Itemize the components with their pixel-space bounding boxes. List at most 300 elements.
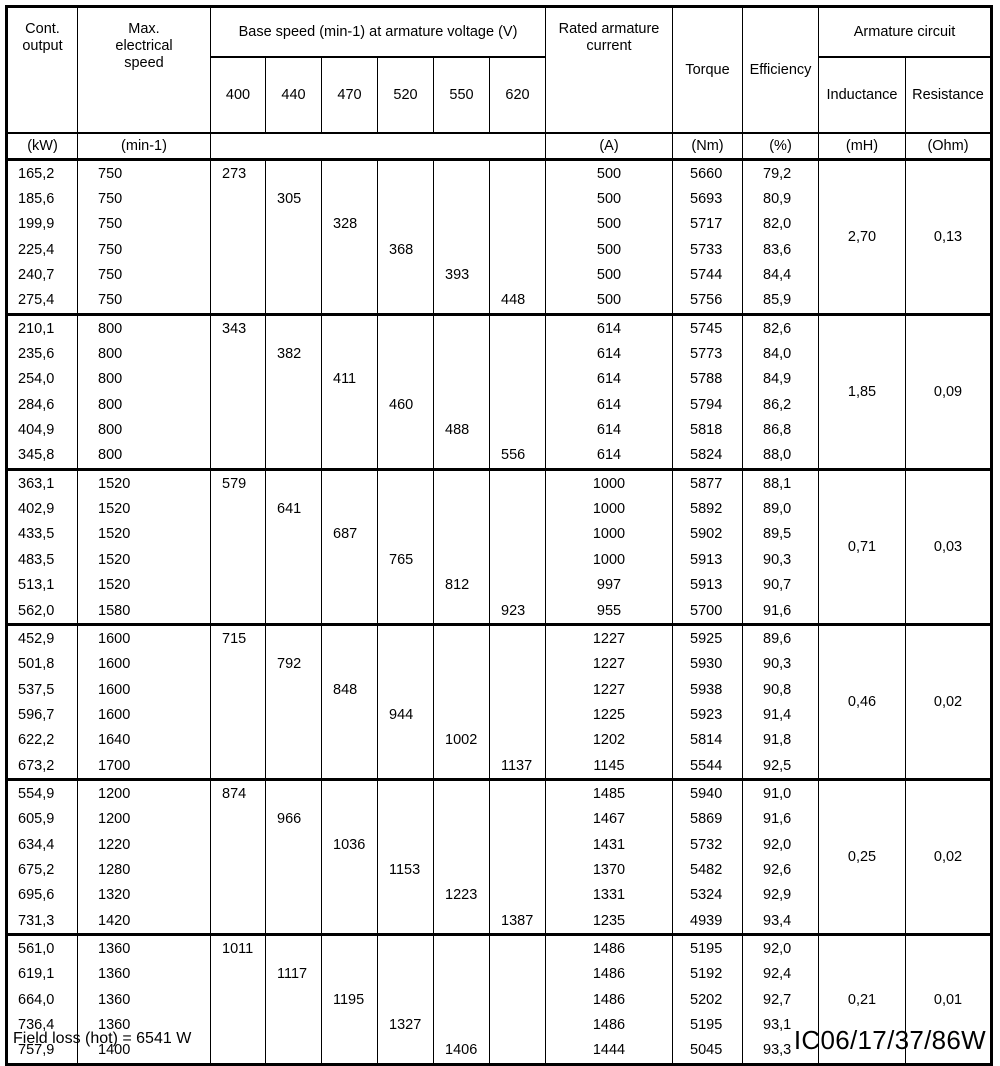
cell-torque: 5733 [673, 237, 743, 262]
cell-base-speed-empty [211, 987, 266, 1012]
cell-output: 622,2 [7, 728, 78, 753]
cell-base-speed-empty [322, 341, 378, 366]
cell-torque: 4939 [673, 908, 743, 935]
cell-base-speed: 411 [322, 367, 378, 392]
cell-base-speed-empty [378, 212, 434, 237]
cell-base-speed-empty [490, 857, 546, 882]
cell-efficiency: 92,0 [743, 832, 819, 857]
col-header-efficiency [743, 7, 819, 134]
cell-torque: 5324 [673, 883, 743, 908]
spec-sheet [5, 5, 993, 1066]
cell-output: 404,9 [7, 417, 78, 442]
unit-output: (kW) [7, 133, 78, 160]
cell-max-speed: 1580 [78, 598, 211, 625]
cell-base-speed-empty [266, 262, 322, 287]
cell-base-speed-empty [378, 341, 434, 366]
cell-base-speed-empty [434, 470, 490, 497]
cell-base-speed: 328 [322, 212, 378, 237]
unit-efficiency: (%) [743, 133, 819, 160]
cell-base-speed-empty [266, 315, 322, 342]
cell-base-speed-empty [211, 392, 266, 417]
cell-base-speed-empty [322, 857, 378, 882]
col-header-cont-output [7, 7, 78, 134]
cell-efficiency: 93,1 [743, 1012, 819, 1037]
cell-base-speed-empty [434, 160, 490, 187]
cell-current: 1467 [546, 807, 673, 832]
cell-base-speed-empty [322, 496, 378, 521]
cell-base-speed-empty [322, 807, 378, 832]
cell-base-speed-empty [322, 547, 378, 572]
page-footer [5, 1025, 990, 1059]
cell-max-speed: 1520 [78, 522, 211, 547]
cell-current: 1486 [546, 1012, 673, 1037]
col-header-armature-circuit [819, 7, 992, 58]
cell-base-speed-empty [266, 573, 322, 598]
cell-output: 240,7 [7, 262, 78, 287]
cell-current: 500 [546, 262, 673, 287]
cell-base-speed-empty [378, 160, 434, 187]
cell-output: 673,2 [7, 753, 78, 780]
cell-base-speed-empty [211, 341, 266, 366]
cell-base-speed-empty [322, 598, 378, 625]
cell-efficiency: 88,0 [743, 443, 819, 470]
cell-base-speed: 1195 [322, 987, 378, 1012]
cell-base-speed-empty [266, 832, 322, 857]
cell-base-speed: 848 [322, 677, 378, 702]
cell-base-speed-empty [378, 470, 434, 497]
cell-base-speed-empty [434, 496, 490, 521]
cell-base-speed-empty [378, 367, 434, 392]
cell-base-speed-empty [378, 522, 434, 547]
cell-base-speed-empty [322, 652, 378, 677]
cell-base-speed-empty [266, 908, 322, 935]
cell-max-speed: 1520 [78, 470, 211, 497]
cell-max-speed: 1520 [78, 547, 211, 572]
cell-base-speed-empty [490, 832, 546, 857]
cell-base-speed-empty [266, 702, 322, 727]
cell-torque: 5913 [673, 573, 743, 598]
cell-torque: 5902 [673, 522, 743, 547]
table-row [7, 780, 992, 807]
cell-base-speed: 944 [378, 702, 434, 727]
cell-base-speed-empty [322, 728, 378, 753]
cell-base-speed-empty [434, 625, 490, 652]
cell-base-speed-empty [378, 573, 434, 598]
cell-base-speed-empty [434, 212, 490, 237]
cell-base-speed-empty [211, 496, 266, 521]
cell-efficiency: 90,3 [743, 652, 819, 677]
cell-max-speed: 800 [78, 341, 211, 366]
cell-base-speed: 1117 [266, 962, 322, 987]
cell-output: 561,0 [7, 935, 78, 962]
cell-base-speed-empty [211, 522, 266, 547]
cell-base-speed-empty [490, 883, 546, 908]
cell-output: 185,6 [7, 186, 78, 211]
cell-efficiency: 86,8 [743, 417, 819, 442]
cell-torque: 5195 [673, 935, 743, 962]
cell-base-speed-empty [378, 935, 434, 962]
cell-torque: 5940 [673, 780, 743, 807]
cell-base-speed-empty [211, 753, 266, 780]
cell-base-speed-empty [434, 962, 490, 987]
cell-base-speed-empty [266, 547, 322, 572]
cell-max-speed: 1600 [78, 702, 211, 727]
cont-output-label: Cont. output [22, 21, 63, 54]
cell-output: 513,1 [7, 573, 78, 598]
cell-base-speed-empty [266, 780, 322, 807]
cell-max-speed: 1220 [78, 832, 211, 857]
cell-current: 1145 [546, 753, 673, 780]
col-header-base-speed [211, 7, 546, 58]
cell-efficiency: 93,4 [743, 908, 819, 935]
cell-efficiency: 84,9 [743, 367, 819, 392]
cell-output: 345,8 [7, 443, 78, 470]
cell-base-speed: 715 [211, 625, 266, 652]
cell-current: 500 [546, 212, 673, 237]
cell-efficiency: 90,3 [743, 547, 819, 572]
cell-base-speed-empty [434, 522, 490, 547]
cell-base-speed-empty [266, 522, 322, 547]
cell-output: 554,9 [7, 780, 78, 807]
cell-base-speed-empty [434, 288, 490, 315]
cell-base-speed-empty [434, 315, 490, 342]
cell-output: 225,4 [7, 237, 78, 262]
cell-base-speed-empty [490, 392, 546, 417]
cell-base-speed-empty [490, 522, 546, 547]
cell-base-speed-empty [211, 857, 266, 882]
cell-base-speed-empty [490, 987, 546, 1012]
cell-current: 1486 [546, 962, 673, 987]
cell-base-speed-empty [322, 288, 378, 315]
cell-current: 1000 [546, 522, 673, 547]
cell-max-speed: 1280 [78, 857, 211, 882]
cell-base-speed-empty [490, 417, 546, 442]
cell-current: 500 [546, 160, 673, 187]
cell-inductance: 0,25 [819, 780, 906, 935]
col-header-inductance: Inductance [819, 57, 906, 133]
cell-torque: 5717 [673, 212, 743, 237]
cell-base-speed: 488 [434, 417, 490, 442]
cell-current: 614 [546, 367, 673, 392]
cell-output: 165,2 [7, 160, 78, 187]
cell-torque: 5788 [673, 367, 743, 392]
cell-max-speed: 800 [78, 367, 211, 392]
cell-base-speed: 792 [266, 652, 322, 677]
cell-base-speed-empty [266, 935, 322, 962]
cell-base-speed-empty [434, 753, 490, 780]
cell-base-speed-empty [266, 883, 322, 908]
cell-base-speed-empty [378, 598, 434, 625]
cell-base-speed-empty [434, 908, 490, 935]
cell-current: 614 [546, 417, 673, 442]
col-header-torque [673, 7, 743, 134]
cell-base-speed-empty [434, 237, 490, 262]
cell-current: 1227 [546, 625, 673, 652]
table-body [7, 160, 992, 1065]
cell-torque: 5745 [673, 315, 743, 342]
cell-torque: 5700 [673, 598, 743, 625]
cell-current: 1227 [546, 677, 673, 702]
cell-current: 1486 [546, 935, 673, 962]
cell-base-speed-empty [490, 780, 546, 807]
cell-base-speed-empty [322, 160, 378, 187]
cell-efficiency: 82,6 [743, 315, 819, 342]
cell-current: 1370 [546, 857, 673, 882]
cell-base-speed-empty [378, 315, 434, 342]
cell-base-speed-empty [322, 753, 378, 780]
cell-base-speed-empty [322, 573, 378, 598]
cell-base-speed-empty [434, 392, 490, 417]
cell-base-speed-empty [490, 262, 546, 287]
base-speed-label: Base speed (min-1) at armature voltage (V) [238, 24, 518, 40]
cell-current: 1235 [546, 908, 673, 935]
cell-base-speed-empty [434, 186, 490, 211]
cell-base-speed-empty [211, 547, 266, 572]
cell-base-speed-empty [378, 807, 434, 832]
cell-output: 664,0 [7, 987, 78, 1012]
cell-max-speed: 1360 [78, 987, 211, 1012]
cell-current: 500 [546, 186, 673, 211]
cell-base-speed-empty [434, 780, 490, 807]
cell-current: 1431 [546, 832, 673, 857]
cell-output: 596,7 [7, 702, 78, 727]
col-header-max-speed [78, 7, 211, 134]
cell-base-speed-empty [490, 160, 546, 187]
col-header-resistance: Resistance [906, 57, 992, 133]
cell-base-speed-empty [322, 237, 378, 262]
cell-max-speed: 1320 [78, 883, 211, 908]
cell-torque: 5660 [673, 160, 743, 187]
cell-current: 955 [546, 598, 673, 625]
cell-efficiency: 89,6 [743, 625, 819, 652]
cell-base-speed-empty [266, 470, 322, 497]
cell-base-speed-empty [490, 807, 546, 832]
cell-base-speed: 1137 [490, 753, 546, 780]
cell-resistance: 0,01 [906, 935, 992, 1065]
cell-efficiency: 92,5 [743, 753, 819, 780]
cell-max-speed: 800 [78, 315, 211, 342]
cell-base-speed: 765 [378, 547, 434, 572]
cell-base-speed-empty [378, 832, 434, 857]
cell-max-speed: 750 [78, 160, 211, 187]
cell-torque: 5482 [673, 857, 743, 882]
cell-base-speed-empty [322, 780, 378, 807]
cell-base-speed-empty [378, 780, 434, 807]
cell-efficiency: 88,1 [743, 470, 819, 497]
cell-max-speed: 1600 [78, 677, 211, 702]
cell-max-speed: 1600 [78, 652, 211, 677]
cell-output: 199,9 [7, 212, 78, 237]
cell-inductance: 0,21 [819, 935, 906, 1065]
cell-base-speed-empty [211, 908, 266, 935]
cell-base-speed: 460 [378, 392, 434, 417]
unit-current: (A) [546, 133, 673, 160]
cell-base-speed-empty [211, 573, 266, 598]
cell-resistance: 0,02 [906, 780, 992, 935]
cell-efficiency: 85,9 [743, 288, 819, 315]
cell-base-speed-empty [490, 702, 546, 727]
cell-base-speed-empty [490, 341, 546, 366]
cell-max-speed: 1600 [78, 625, 211, 652]
cell-output: 275,4 [7, 288, 78, 315]
cell-output: 695,6 [7, 883, 78, 908]
cell-efficiency: 89,0 [743, 496, 819, 521]
cell-max-speed: 1520 [78, 496, 211, 521]
unit-resistance: (Ohm) [906, 133, 992, 160]
cell-max-speed: 1640 [78, 728, 211, 753]
cell-current: 1000 [546, 547, 673, 572]
cell-base-speed-empty [266, 598, 322, 625]
cell-current: 997 [546, 573, 673, 598]
cell-base-speed: 305 [266, 186, 322, 211]
armature-circuit-label: Armature circuit [853, 24, 956, 40]
cell-max-speed: 750 [78, 186, 211, 211]
cell-base-speed-empty [378, 496, 434, 521]
field-loss-note: Field loss (hot) = 6541 W [13, 1030, 192, 1047]
table-row [7, 935, 992, 962]
cell-efficiency: 91,4 [743, 702, 819, 727]
cell-base-speed-empty [490, 652, 546, 677]
col-header-rated-current [546, 7, 673, 134]
cell-base-speed-empty [322, 883, 378, 908]
cell-torque: 5892 [673, 496, 743, 521]
cell-output: 562,0 [7, 598, 78, 625]
cell-inductance: 1,85 [819, 315, 906, 470]
cell-max-speed: 1360 [78, 962, 211, 987]
cell-base-speed-empty [322, 392, 378, 417]
cell-base-speed-empty [266, 417, 322, 442]
cell-max-speed: 800 [78, 392, 211, 417]
cell-base-speed-empty [378, 962, 434, 987]
cell-efficiency: 92,0 [743, 935, 819, 962]
cell-base-speed-empty [434, 547, 490, 572]
cell-base-speed: 687 [322, 522, 378, 547]
cell-resistance: 0,09 [906, 315, 992, 470]
cell-base-speed-empty [211, 598, 266, 625]
cell-base-speed-empty [211, 962, 266, 987]
cell-base-speed-empty [378, 753, 434, 780]
torque-label: Torque [685, 62, 730, 78]
rated-current-label: Rated armature current [558, 21, 660, 54]
cell-efficiency: 93,3 [743, 1038, 819, 1065]
cell-base-speed: 1406 [434, 1038, 490, 1065]
cell-torque: 5818 [673, 417, 743, 442]
cell-base-speed-empty [266, 443, 322, 470]
cell-base-speed-empty [211, 288, 266, 315]
cell-base-speed: 343 [211, 315, 266, 342]
cell-torque: 5744 [673, 262, 743, 287]
cell-base-speed: 556 [490, 443, 546, 470]
cell-base-speed-empty [490, 315, 546, 342]
motor-data-table [5, 5, 993, 1066]
cell-base-speed: 812 [434, 573, 490, 598]
cell-base-speed-empty [266, 677, 322, 702]
cell-base-speed-empty [490, 962, 546, 987]
voltage-header: 400 [211, 57, 266, 133]
max-speed-label: Max. electrical speed [115, 21, 173, 71]
cell-base-speed-empty [378, 186, 434, 211]
efficiency-label: Efficiency [749, 62, 812, 78]
cell-base-speed: 368 [378, 237, 434, 262]
cell-base-speed-empty [266, 625, 322, 652]
cell-base-speed-empty [490, 496, 546, 521]
cell-base-speed-empty [434, 652, 490, 677]
cell-max-speed: 1200 [78, 780, 211, 807]
unit-inductance: (mH) [819, 133, 906, 160]
cell-base-speed-empty [322, 262, 378, 287]
cell-max-speed: 750 [78, 288, 211, 315]
cell-torque: 5544 [673, 753, 743, 780]
cell-output: 452,9 [7, 625, 78, 652]
cell-base-speed-empty [434, 807, 490, 832]
cell-base-speed-empty [490, 186, 546, 211]
cell-base-speed-empty [378, 417, 434, 442]
cell-current: 614 [546, 341, 673, 366]
cell-base-speed-empty [434, 341, 490, 366]
cell-base-speed: 1223 [434, 883, 490, 908]
cell-inductance: 0,71 [819, 470, 906, 625]
cell-output: 284,6 [7, 392, 78, 417]
cell-base-speed-empty [378, 625, 434, 652]
cell-efficiency: 92,9 [743, 883, 819, 908]
cell-torque: 5938 [673, 677, 743, 702]
cell-base-speed-empty [266, 237, 322, 262]
cell-output: 605,9 [7, 807, 78, 832]
cell-torque: 5930 [673, 652, 743, 677]
cell-torque: 5202 [673, 987, 743, 1012]
cell-base-speed-empty [490, 367, 546, 392]
cell-base-speed-empty [490, 470, 546, 497]
cell-base-speed-empty [211, 652, 266, 677]
cell-torque: 5925 [673, 625, 743, 652]
cell-base-speed: 923 [490, 598, 546, 625]
cell-base-speed-empty [322, 417, 378, 442]
cell-efficiency: 79,2 [743, 160, 819, 187]
cell-efficiency: 91,6 [743, 807, 819, 832]
cell-efficiency: 89,5 [743, 522, 819, 547]
cell-torque: 5192 [673, 962, 743, 987]
cell-max-speed: 750 [78, 237, 211, 262]
cell-base-speed-empty [266, 753, 322, 780]
cell-efficiency: 83,6 [743, 237, 819, 262]
cell-current: 1486 [546, 987, 673, 1012]
cell-output: 675,2 [7, 857, 78, 882]
cell-base-speed-empty [266, 857, 322, 882]
cell-max-speed: 750 [78, 262, 211, 287]
cell-base-speed: 1153 [378, 857, 434, 882]
table-row [7, 470, 992, 497]
voltage-header: 440 [266, 57, 322, 133]
cell-base-speed: 393 [434, 262, 490, 287]
cell-output: 736,4 [7, 1012, 78, 1037]
cell-base-speed-empty [434, 702, 490, 727]
cell-efficiency: 92,4 [743, 962, 819, 987]
cell-output: 402,9 [7, 496, 78, 521]
cell-base-speed-empty [434, 367, 490, 392]
cell-base-speed-empty [490, 212, 546, 237]
cell-inductance: 2,70 [819, 160, 906, 315]
cell-base-speed-empty [266, 160, 322, 187]
cell-base-speed-empty [322, 470, 378, 497]
cell-current: 614 [546, 443, 673, 470]
cell-max-speed: 800 [78, 443, 211, 470]
cell-base-speed-empty [322, 186, 378, 211]
cell-torque: 5814 [673, 728, 743, 753]
cell-base-speed: 1011 [211, 935, 266, 962]
cell-base-speed-empty [378, 883, 434, 908]
cell-efficiency: 82,0 [743, 212, 819, 237]
cell-efficiency: 91,8 [743, 728, 819, 753]
